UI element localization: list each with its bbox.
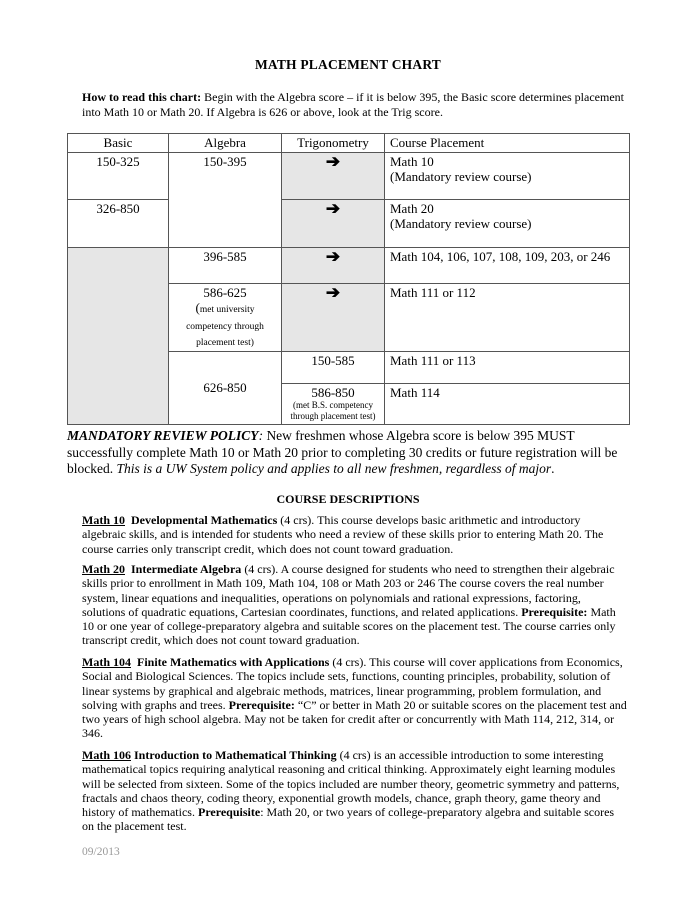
howto-label: How to read this chart: <box>82 90 202 104</box>
course-text: is an accessible introduction to some interesting mathematical topics requiring analytical reasoning and critical thinking. Approximately eight learning modules will be selected from sixteen. Some of the topics included are number theory, geometric symmetry and patterns, fractals and chaos theory, coding theory, exponential growth models, chance, graph theory, game theory and history of mathematics. <box>82 748 620 820</box>
prerequisite-label: Prerequisite <box>197 805 261 820</box>
course-description-math-106 <box>82 748 627 834</box>
course-title: Developmental Mathematics <box>131 513 278 527</box>
algebra-range: 586-625 <box>203 284 247 300</box>
course-code: Math 20 <box>82 562 125 576</box>
policy-colon: : <box>258 428 264 443</box>
course-credits: (4 crs) <box>336 748 371 762</box>
page-title: MATH PLACEMENT CHART <box>254 57 442 72</box>
algebra-cell: 396-585 <box>169 247 282 283</box>
course-note: (Mandatory review course) <box>390 169 532 184</box>
arrow-right-icon: ➔ <box>325 198 341 218</box>
policy-end: . <box>551 461 555 476</box>
footer-date: 09/2013 <box>82 846 120 858</box>
prerequisite-label: Prerequisite: <box>228 697 295 712</box>
course-code: Math 10 <box>82 513 125 527</box>
table-row <box>68 152 630 199</box>
arrow-right-icon: ➔ <box>325 246 341 266</box>
prerequisite-text: Math 10 or one year of college-preparatory algebra and suitable scores on the placement test. The course carries only transcript credit, which does not count toward graduation. <box>82 604 616 648</box>
trig-note: (met B.S. competency through placement test) <box>290 400 376 421</box>
trig-cell <box>282 383 385 424</box>
prerequisite-colon-text: : Math 20, or two years of college-preparatory algebra and suitable scores on the placement test. <box>82 805 615 834</box>
trig-arrow-cell <box>282 152 385 199</box>
course-descriptions-heading: COURSE DESCRIPTIONS <box>276 492 420 506</box>
placement-table <box>67 133 630 425</box>
basic-cell: 150-325 <box>68 152 169 199</box>
arrow-right-icon: ➔ <box>325 151 341 171</box>
how-to-read-paragraph <box>82 90 642 120</box>
trig-arrow-cell <box>282 247 385 283</box>
course-credits: (4 crs). <box>241 562 279 576</box>
course-code: Math 104 <box>82 655 131 669</box>
course-name: Math 20 <box>390 200 434 216</box>
header-algebra: Algebra <box>169 134 282 153</box>
course-description-math-20 <box>82 562 627 648</box>
course-title: Intermediate Algebra <box>131 562 242 576</box>
algebra-note: met university competency through placement test) <box>186 305 264 348</box>
trig-range: 586-850 <box>311 384 355 400</box>
header-trigonometry: Trigonometry <box>282 134 385 153</box>
course-description-math-10 <box>82 513 627 556</box>
course-note: (Mandatory review course) <box>390 216 532 231</box>
policy-label: MANDATORY REVIEW POLICY <box>67 428 259 443</box>
course-cell: Math 111 or 112 <box>385 283 630 351</box>
algebra-cell: 150-395 <box>169 152 282 247</box>
course-cell: Math 104, 106, 107, 108, 109, 203, or 246 <box>385 247 630 283</box>
course-credits: (4 crs). <box>277 513 315 527</box>
course-code: Math 106 <box>82 748 131 762</box>
table-header-row <box>68 134 630 153</box>
course-cell: Math 111 or 113 <box>385 351 630 383</box>
course-description-math-104 <box>82 655 627 741</box>
policy-text: New freshmen whose Algebra score is below 395 MUST successfully complete Math 10 or Math 20 prior to completing 30 credits or future registration will be blocked. <box>67 428 618 476</box>
table-row <box>68 199 630 247</box>
header-basic: Basic <box>68 134 169 153</box>
howto-text: Begin with the Algebra score – if it is below 395, the Basic score determines placement into Math 10 or Math 20. If Algebra is 626 or above, look at the Trig score. <box>82 90 624 119</box>
prerequisite-label: Prerequisite: <box>521 604 588 619</box>
trig-arrow-cell <box>282 283 385 351</box>
trig-cell: 150-585 <box>282 351 385 383</box>
course-name: Math 10 <box>390 153 434 169</box>
course-title: Finite Mathematics with Applications <box>137 655 330 669</box>
algebra-paren: ( <box>195 300 200 315</box>
basic-cell: 326-850 <box>68 199 169 247</box>
arrow-right-icon: ➔ <box>325 282 341 302</box>
course-credits: (4 crs). <box>329 655 367 669</box>
header-course-placement: Course Placement <box>385 134 630 153</box>
basic-empty-cell <box>68 247 169 424</box>
course-cell <box>385 152 630 199</box>
trig-arrow-cell <box>282 199 385 247</box>
prerequisite-text: “C” or better in Math 20 or suitable scores on the placement test and two years of high school algebra. May not be taken for credit after or concurrently with Math 114, 212, 314, or 346. <box>82 697 627 741</box>
algebra-cell: 626-850 <box>169 351 282 424</box>
course-cell: Math 114 <box>385 383 630 424</box>
algebra-cell <box>169 283 282 351</box>
policy-italic: This is a UW System policy and applies to all new freshmen, regardless of major <box>116 461 552 476</box>
mandatory-review-policy <box>67 428 627 478</box>
course-text: This course develops basic arithmetic and introductory algebraic skills, and is intended for students who need a review of these skills prior to entering Math 20. The course carries only transcript credit, which does not count toward graduation. <box>82 513 604 556</box>
course-text: This course will cover applications from Economics, Social and Biological Sciences. The topics include sets, functions, counting principles, probability, solution of linear systems by graphical and algebraic methods, matrices, linear programming, problem formulation, and solving with graphs and trees. <box>82 655 623 712</box>
course-cell <box>385 199 630 247</box>
course-title: Introduction to Mathematical Thinking <box>134 748 337 762</box>
course-text: A course designed for students who need to strengthen their algebraic skills prior to enrollment in Math 109, Math 104, 108 or Math 203 or 246 The course covers the real number system, linear equations and inequalities, operations on polynomials and rational expressions, factoring, solutions of quadratic equations, Cartesian coordinates, functions, and related applications. <box>82 562 615 619</box>
table-row <box>68 247 630 283</box>
